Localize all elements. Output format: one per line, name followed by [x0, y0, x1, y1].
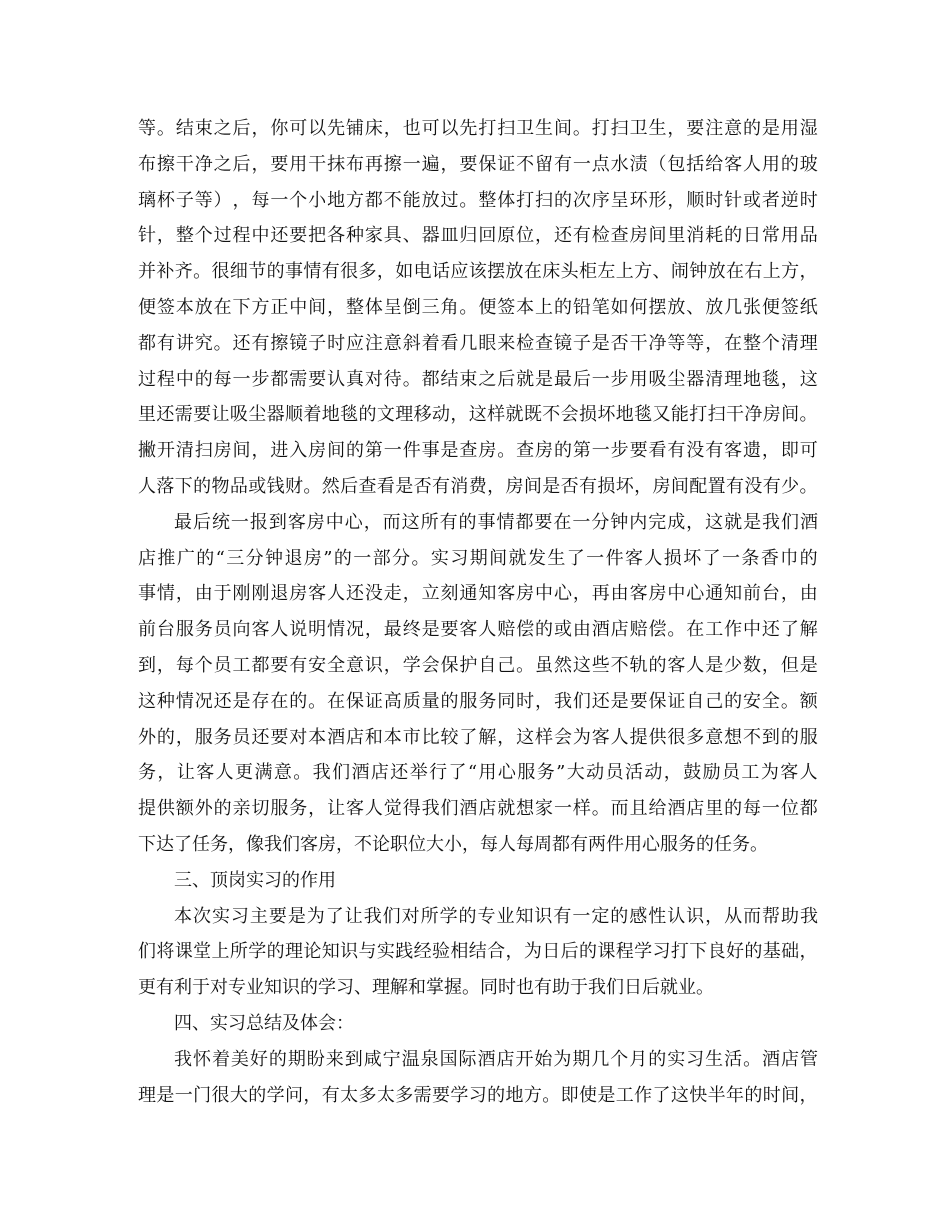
text-line: 里 还 需 要 让 吸 尘 器 顺 着 地 毯 的 文 理 移 动 ， 这 样 就 既 不 会 损 坏 地 毯 又 能 打 扫 干 净 房 间 。 [138, 404, 818, 426]
text-line: 过 程 中 的 每 一 步 都 需 要 认 真 对 待 。 都 结 束 之 后 就 是 最 后 一 步 用 吸 尘 器 清 理 地 毯 ， 这 [138, 368, 818, 390]
text-line: 针 ， 整 个 过 程 中 还 要 把 各 种 家 具 、 器 皿 归 回 原 位 ， 还 有 检 查 房 间 里 消 耗 的 日 常 用 品 [138, 225, 818, 247]
text-line: 理 是 一 门 很 大 的 学 问 ， 有 太 多 太 多 需 要 学 习 的 地 方 。 即 使 是 工 作 了 这 快 半 年 的 时 间 ， [138, 1084, 818, 1106]
text-line: 四、实习总结及体会： [174, 1012, 354, 1034]
text-line: 最 后 统 一 报 到 客 房 中 心 ， 而 这 所 有 的 事 情 都 要 在 一 分 钟 内 完 成 ， 这 就 是 我 们 酒 [174, 511, 818, 533]
text-line: 前 台 服 务 员 向 客 人 说 明 情 况 ， 最 终 是 要 客 人 赔 偿 的 或 由 酒 店 赔 偿 。 在 工 作 中 还 了 解 [138, 619, 818, 641]
text-line: 人 落 下 的 物 品 或 钱 财 。 然 后 查 看 是 否 有 消 费 ， 房 间 是 否 有 损 坏 ， 房 间 配 置 有 没 有 少 。 [138, 475, 818, 497]
text-line: 事 情 ， 由 于 刚 刚 退 房 客 人 还 没 走 ， 立 刻 通 知 客 房 中 心 ， 再 由 客 房 中 心 通 知 前 台 ， 由 [138, 583, 818, 605]
text-line: 们 将 课 堂 上 所 学 的 理 论 知 识 与 实 践 经 验 相 结 合 ， 为 日 后 的 课 程 学 习 打 下 良 好 的 基 础 ， [138, 941, 818, 963]
text-line: 便 签 本 放 在 下 方 正 中 间 ， 整 体 呈 倒 三 角 。 便 签 本 上 的 铅 笔 如 何 摆 放 、 放 几 张 便 签 纸 [138, 296, 818, 318]
text-line: 三、顶岗实习的作用 [174, 869, 336, 891]
text-line: 下达了任务，像我们客房，不论职位大小，每人每周都有两件用心服务的任务。 [138, 833, 768, 855]
text-line: 到 ， 每 个 员 工 都 要 有 安 全 意 识 ， 学 会 保 护 自 己 。 虽 然 这 些 不 轨 的 客 人 是 少 数 ， 但 是 [138, 654, 818, 676]
text-line: 更有利于对专业知识的学习、理解和掌握。同时也有助于我们日后就业。 [138, 977, 714, 999]
text-line: 都 有 讲 究 。 还 有 擦 镜 子 时 应 注 意 斜 着 看 几 眼 来 检 查 镜 子 是 否 干 净 等 等 ， 在 整 个 清 理 [138, 332, 818, 354]
text-line: 这 种 情 况 还 是 存 在 的 。 在 保 证 高 质 量 的 服 务 同 时 ， 我 们 还 是 要 保 证 自 己 的 安 全 。 额 [138, 690, 818, 712]
text-line: 店 推 广 的 “ 三 分 钟 退 房 ” 的 一 部 分 。 实 习 期 间 就 发 生 了 一 件 客 人 损 坏 了 一 条 香 巾 的 [138, 547, 818, 569]
text-line: 务 ， 让 客 人 更 满 意 。 我 们 酒 店 还 举 行 了 “ 用 心 服 务 ” 大 动 员 活 动 ， 鼓 励 员 工 为 客 人 [138, 762, 818, 784]
text-line: 璃 杯 子 等 ） ， 每 一 个 小 地 方 都 不 能 放 过 。 整 体 打 扫 的 次 序 呈 环 形 ， 顺 时 针 或 者 逆 时 [138, 189, 818, 211]
text-line: 提 供 额 外 的 亲 切 服 务 ， 让 客 人 觉 得 我 们 酒 店 就 想 家 一 样 。 而 且 给 酒 店 里 的 每 一 位 都 [138, 798, 818, 820]
text-line: 本 次 实 习 主 要 是 为 了 让 我 们 对 所 学 的 专 业 知 识 有 一 定 的 感 性 认 识 ， 从 而 帮 助 我 [174, 905, 818, 927]
text-line: 外 的 ， 服 务 员 还 要 对 本 酒 店 和 本 市 比 较 了 解 ， 这 样 会 为 客 人 提 供 很 多 意 想 不 到 的 服 [138, 726, 818, 748]
text-line: 撇 开 清 扫 房 间 ， 进 入 房 间 的 第 一 件 事 是 查 房 。 查 房 的 第 一 步 要 看 有 没 有 客 遗 ， 即 可 [138, 440, 818, 462]
text-line: 布 擦 干 净 之 后 ， 要 用 干 抹 布 再 擦 一 遍 ， 要 保 证 不 留 有 一 点 水 渍 （ 包 括 给 客 人 用 的 玻 [138, 153, 818, 175]
text-line: 等 。 结 束 之 后 ， 你 可 以 先 铺 床 ， 也 可 以 先 打 扫 卫 生 间 。 打 扫 卫 生 ， 要 注 意 的 是 用 湿 [138, 118, 818, 139]
text-line: 我 怀 着 美 好 的 期 盼 来 到 咸 宁 温 泉 国 际 酒 店 开 始 为 期 几 个 月 的 实 习 生 活 。 酒 店 管 [174, 1048, 818, 1070]
text-line: 并 补 齐 。 很 细 节 的 事 情 有 很 多 ， 如 电 话 应 该 摆 放 在 床 头 柜 左 上 方 、 闹 钟 放 在 右 上 方 ， [138, 261, 818, 283]
body-text [138, 111, 818, 1113]
